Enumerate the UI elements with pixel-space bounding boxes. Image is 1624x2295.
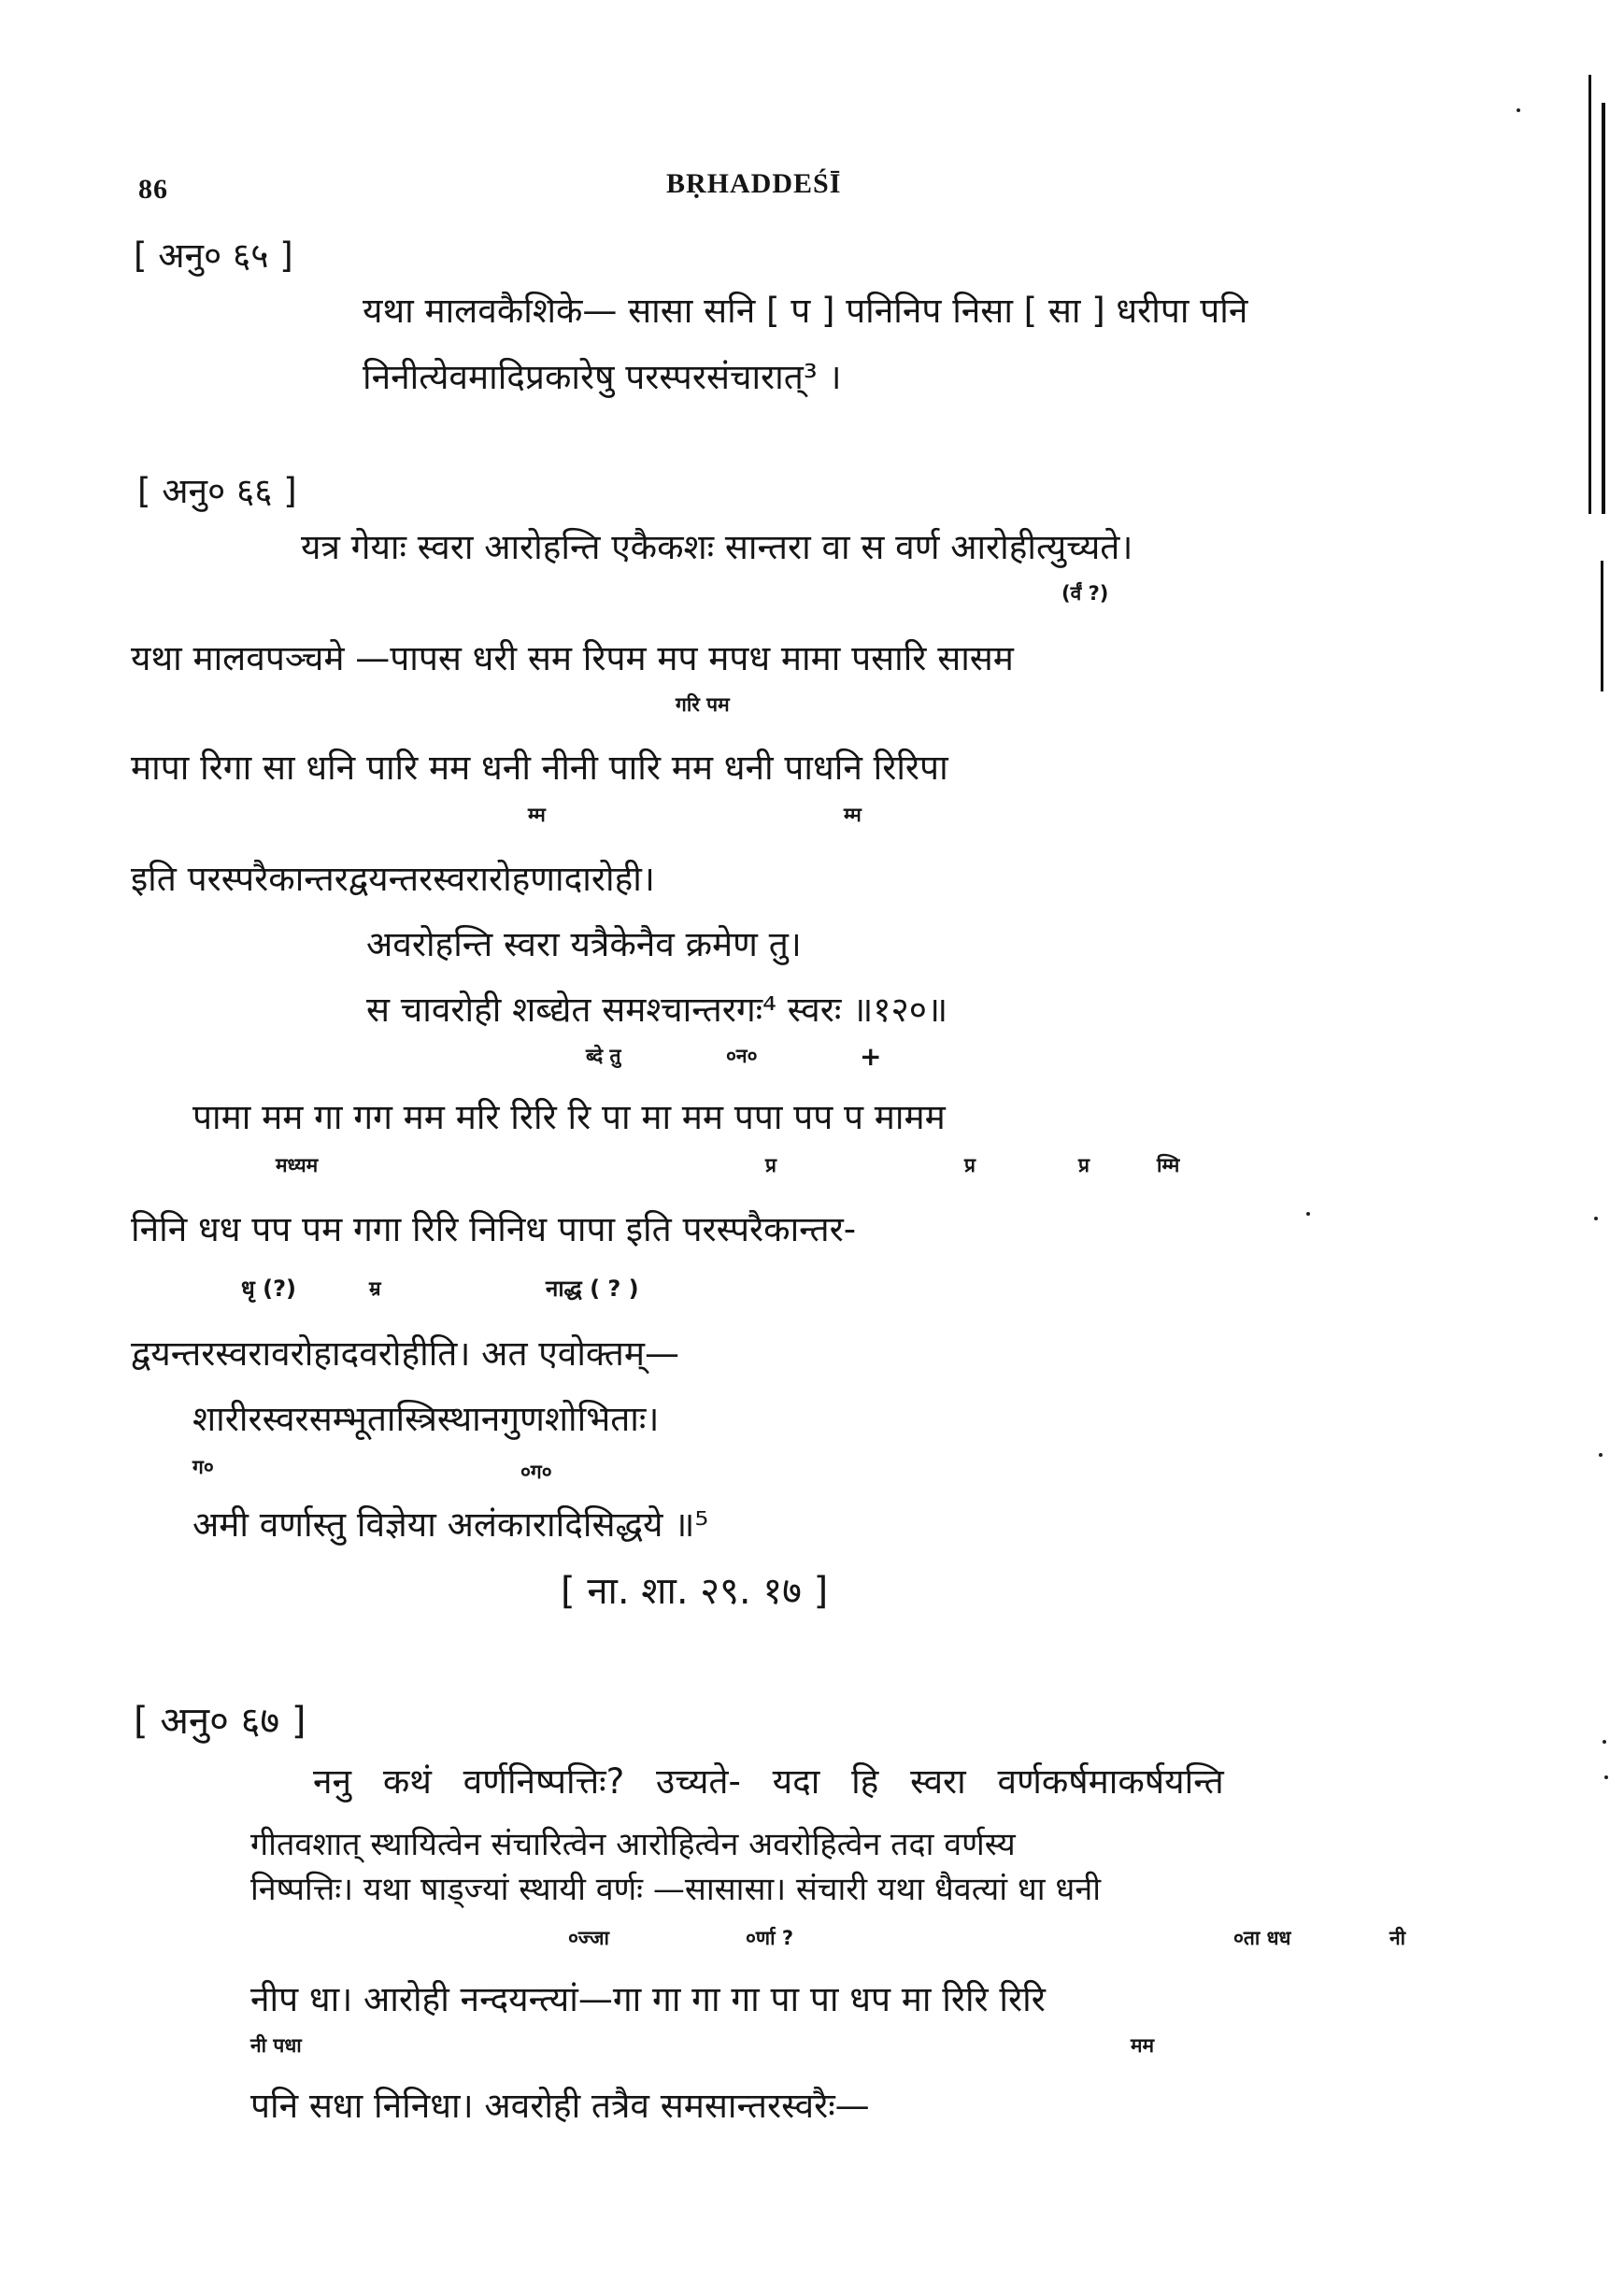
variant-note: म्मि: [1157, 1154, 1180, 1176]
scan-speck: [1603, 1740, 1606, 1744]
scan-speck: [1604, 1775, 1608, 1779]
variant-note: प्र: [1078, 1154, 1090, 1176]
section-heading: [ अनु० ६७ ]: [134, 1700, 306, 1743]
section-heading: [ अनु० ६५ ]: [134, 235, 293, 276]
text-line: इति परस्परैकान्तरद्वयन्तरस्वरारोहणादारोही।: [131, 859, 655, 899]
scan-speck: [1517, 108, 1520, 112]
verse-line: स चावरोही शब्द्येत समश्चान्तरगः⁴ स्वरः ॥१२०॥: [366, 990, 948, 1030]
text-line: यथा मालवकैशिके— सासा सनि [ प ] पनिनिप निसा [ सा ] धरीपा पनि: [363, 291, 1248, 331]
text-line: द्वयन्तरस्वरावरोहादवरोहीति। अत एवोक्तम्—: [131, 1333, 679, 1374]
variant-note: ०ता धध: [1233, 1927, 1291, 1949]
variant-note: मध्यम: [276, 1154, 319, 1176]
variant-note: धृ (?): [241, 1276, 296, 1302]
variant-note: नी: [1389, 1927, 1406, 1949]
text-line: नीप धा। आरोही नन्दयन्त्यां—गा गा गा गा पा पा धप मा रिरि रिरि: [250, 1979, 1046, 2019]
text-line: पामा मम गा गग मम मरि रिरि रि पा मा मम पपा पप प मामम: [192, 1097, 946, 1137]
scan-speck: [1306, 1212, 1310, 1216]
variant-note: मम: [1131, 2034, 1155, 2057]
scan-edge-line: [1601, 561, 1603, 691]
variant-note: म्म: [844, 804, 862, 826]
variant-note: म्र: [369, 1277, 381, 1300]
text-line: यथा मालवपञ्चमे —पापस धरी सम रिपम मप मपध मामा पसारि सासम: [131, 638, 1014, 678]
verse-line: शारीरस्वरसम्भूतास्त्रिस्थानगुणशोभिताः।: [192, 1399, 660, 1439]
verse-line: अमी वर्णास्तु विज्ञेया अलंकारादिसिद्धये ॥⁵: [192, 1504, 709, 1545]
variant-note: ०ग०: [520, 1461, 552, 1483]
text-line: गीतवशात् स्थायित्वेन संचारित्वेन आरोहित्वेन अवरोहित्वेन तदा वर्णस्य: [250, 1826, 1016, 1863]
variant-note: प्र: [765, 1154, 776, 1176]
text-line: निनि धध पप पम गगा रिरि निनिध पापा इति परस्परैकान्तर-: [131, 1209, 857, 1249]
variant-note: ०र्णा ?: [746, 1927, 794, 1949]
variant-note: ग०: [192, 1456, 214, 1478]
text-line: निनीत्येवमादिप्रकारेषु परस्परसंचारात्³ ।: [363, 357, 842, 397]
text-line: मापा रिगा सा धनि पारि मम धनी नीनी पारि मम धनी पाधनि रिरिपा: [131, 748, 948, 788]
variant-note: ब्दे तु: [586, 1045, 621, 1067]
running-title: BṚHADDEŚĪ: [666, 168, 842, 199]
variant-note: नाद्ध ( ? ): [546, 1276, 639, 1302]
variant-note: म्म: [528, 804, 546, 826]
text-line: पनि सधा निनिधा। अवरोही तत्रैव समसान्तरस्वरैः—: [250, 2086, 870, 2126]
text-line: निष्पत्तिः। यथा षाड्ज्यां स्थायी वर्णः —सासासा। संचारी यथा धैवत्यां धा धनी: [250, 1871, 1101, 1908]
page-number: 86: [138, 174, 168, 205]
section-heading: [ अनु० ६६ ]: [137, 471, 297, 511]
scan-edge-line: [1602, 103, 1605, 514]
variant-note: (र्वं ?): [1061, 582, 1109, 605]
scan-speck: [1594, 1217, 1598, 1220]
scan-speck: [1599, 1453, 1603, 1457]
text-line: यत्र गेयाः स्वरा आरोहन्ति एकैकशः सान्तरा वा स वर्ण आरोहीत्युच्यते।: [301, 527, 1133, 567]
text-line: ननु कथं वर्णनिष्पत्तिः? उच्यते- यदा हि स्वरा वर्णकर्षमाकर्षयन्ति: [313, 1761, 1224, 1802]
scan-edge-line: [1588, 75, 1591, 514]
citation: [ ना. शा. २९. १७ ]: [561, 1570, 829, 1613]
verse-line: अवरोहन्ति स्वरा यत्रैकेनैव क्रमेण तु।: [366, 924, 802, 964]
variant-note: ०न०: [726, 1045, 758, 1067]
variant-note: गरि पम: [676, 693, 730, 716]
variant-note: नी पधा: [250, 2034, 302, 2057]
variant-note: +: [860, 1041, 882, 1072]
variant-note: ०ज्जा: [568, 1927, 609, 1949]
variant-note: प्र: [964, 1154, 976, 1176]
